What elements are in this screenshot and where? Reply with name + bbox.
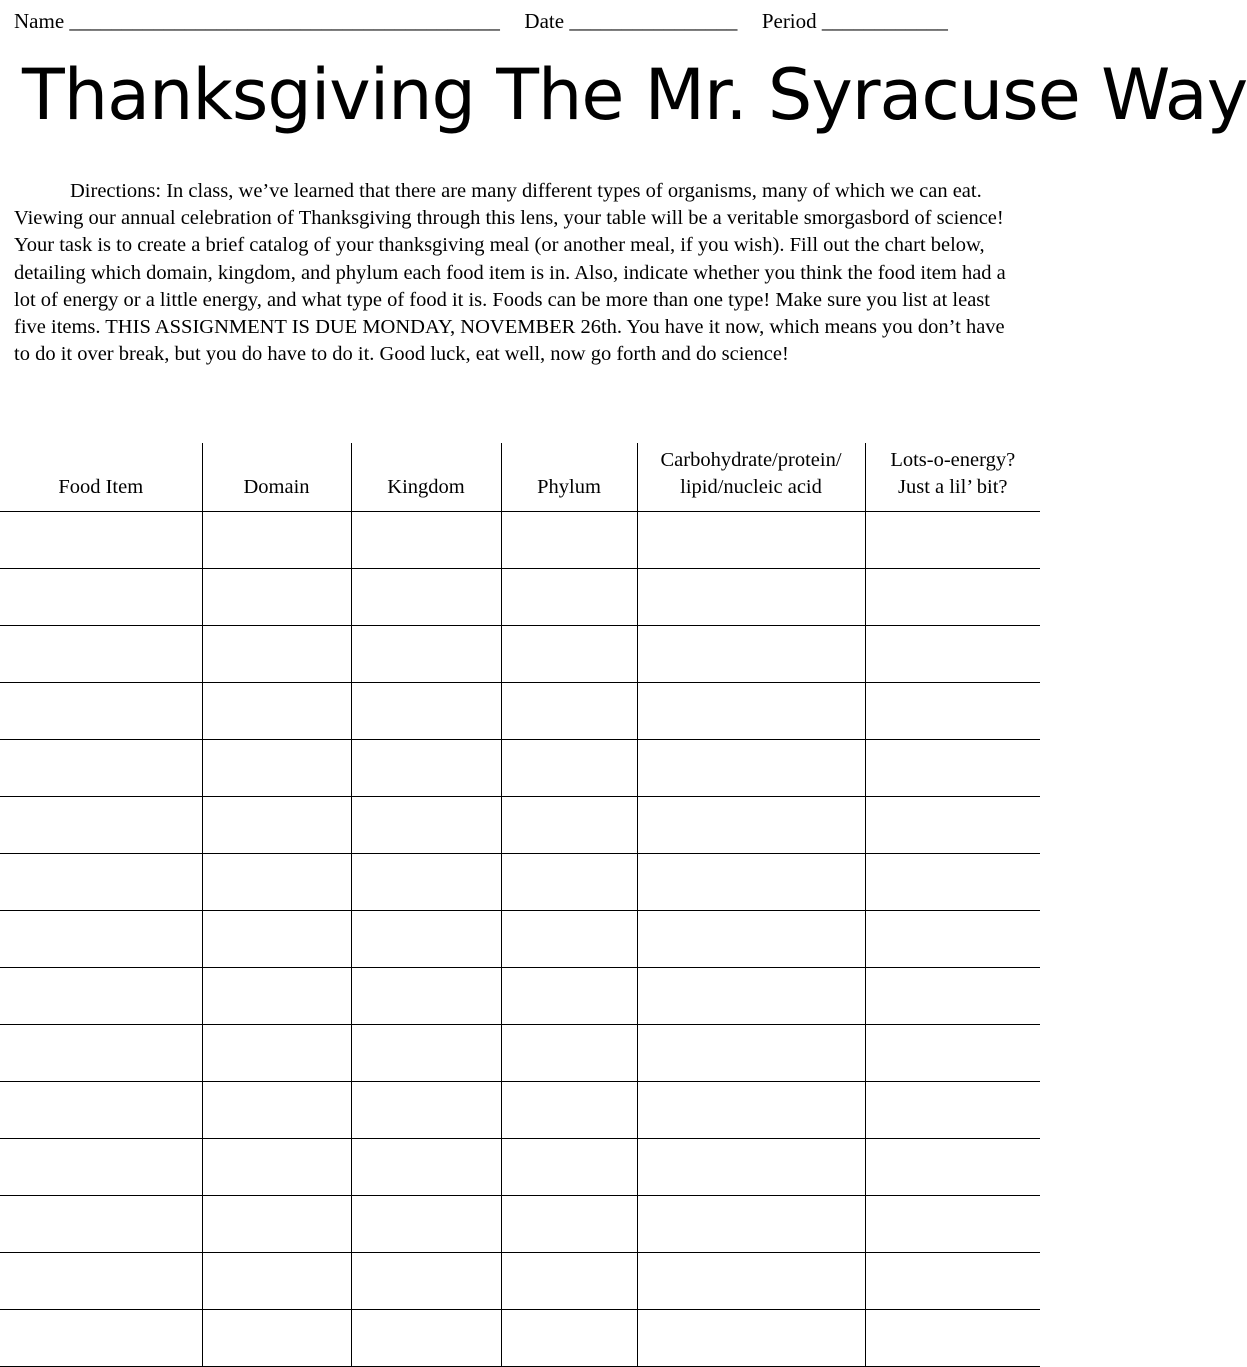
table-cell[interactable]: [865, 1252, 1040, 1309]
table-header-row: [0, 443, 1040, 511]
table-cell[interactable]: [637, 625, 865, 682]
table-cell[interactable]: [865, 511, 1040, 568]
table-cell[interactable]: [202, 1081, 351, 1138]
table-cell[interactable]: [637, 967, 865, 1024]
table-cell[interactable]: [202, 1138, 351, 1195]
table-row: [0, 1138, 1040, 1195]
table-cell[interactable]: [202, 739, 351, 796]
table-cell[interactable]: [865, 1024, 1040, 1081]
table-cell[interactable]: [865, 853, 1040, 910]
food-catalog-table: [0, 443, 1040, 1367]
table-cell[interactable]: [501, 1309, 637, 1366]
table-cell[interactable]: [637, 682, 865, 739]
table-row: [0, 1252, 1040, 1309]
table-cell[interactable]: [351, 511, 501, 568]
table-cell[interactable]: [501, 511, 637, 568]
col-kingdom: Kingdom: [351, 443, 501, 511]
table-cell[interactable]: [501, 853, 637, 910]
table-cell[interactable]: [501, 1138, 637, 1195]
table-cell[interactable]: [637, 1252, 865, 1309]
table-cell[interactable]: [0, 625, 202, 682]
name-blank[interactable]: _________________________________________: [69, 9, 500, 33]
table-cell[interactable]: [637, 1195, 865, 1252]
table-cell[interactable]: [0, 682, 202, 739]
col-macromolecule: Carbohydrate/protein/ lipid/nucleic acid: [637, 443, 865, 511]
table-row: [0, 682, 1040, 739]
table-cell[interactable]: [202, 1309, 351, 1366]
col-phylum: Phylum: [501, 443, 637, 511]
table-cell[interactable]: [0, 1309, 202, 1366]
table-cell[interactable]: [865, 682, 1040, 739]
table-cell[interactable]: [637, 511, 865, 568]
table-cell[interactable]: [501, 1024, 637, 1081]
table-cell[interactable]: [865, 1309, 1040, 1366]
table-cell[interactable]: [501, 739, 637, 796]
table-cell[interactable]: [202, 853, 351, 910]
table-cell[interactable]: [351, 1309, 501, 1366]
directions-text: Directions: In class, we’ve learned that there are many different types of organisms, many of which we can eat. Viewing our annual celebration of Thanksgiving through this lens, your table will be a veritable smorgasbord of science! Your task is to create a brief catalog of your thanksgiving meal (or another meal, if you wish). Fill out the chart below, detailing which domain, kingdom, and phylum each food item is in. Also, indicate whether you think the food item had a lot of energy or a little energy, and what type of food it is. Foods can be more than one type! Make sure you list at least five items. THIS ASSIGNMENT IS DUE MONDAY, NOVEMBER 26th. You have it now, which means you don’t have to do it over break, but you do have to do it. Good luck, eat well, now go forth and do science!: [14, 180, 1006, 366]
title-area: [0, 40, 1247, 150]
table-cell[interactable]: [0, 1252, 202, 1309]
table-cell[interactable]: [0, 739, 202, 796]
table-cell[interactable]: [865, 568, 1040, 625]
table-cell[interactable]: [202, 910, 351, 967]
table-row: [0, 853, 1040, 910]
page-title: Thanksgiving The Mr. Syracuse Way: [22, 54, 1247, 136]
table-cell[interactable]: [0, 1024, 202, 1081]
col-energy: Lots-o-energy? Just a lil’ bit?: [865, 443, 1040, 511]
table-cell[interactable]: [637, 853, 865, 910]
table-cell[interactable]: [351, 967, 501, 1024]
table-cell[interactable]: [637, 1309, 865, 1366]
table-cell[interactable]: [202, 1024, 351, 1081]
table-cell[interactable]: [351, 910, 501, 967]
table-row: [0, 1024, 1040, 1081]
table-cell[interactable]: [0, 853, 202, 910]
table-cell[interactable]: [637, 568, 865, 625]
table-cell[interactable]: [351, 1195, 501, 1252]
table-cell[interactable]: [0, 796, 202, 853]
table-cell[interactable]: [0, 568, 202, 625]
table-cell[interactable]: [637, 1081, 865, 1138]
table-cell[interactable]: [637, 1024, 865, 1081]
table-cell[interactable]: [0, 1138, 202, 1195]
table-cell[interactable]: [0, 967, 202, 1024]
table-cell[interactable]: [351, 853, 501, 910]
table-cell[interactable]: [351, 625, 501, 682]
table-cell[interactable]: [865, 739, 1040, 796]
table-cell[interactable]: [865, 1138, 1040, 1195]
table-cell[interactable]: [501, 910, 637, 967]
date-blank[interactable]: ________________: [569, 9, 738, 33]
table-cell[interactable]: [351, 568, 501, 625]
col-food-item: Food Item: [0, 443, 202, 511]
table-cell[interactable]: [351, 1024, 501, 1081]
table-cell[interactable]: [351, 1252, 501, 1309]
header-fields: [14, 8, 1014, 34]
table-cell[interactable]: [637, 796, 865, 853]
table-cell[interactable]: [202, 625, 351, 682]
table-row: [0, 1309, 1040, 1366]
table-cell[interactable]: [202, 682, 351, 739]
table-cell[interactable]: [351, 682, 501, 739]
table-cell[interactable]: [865, 796, 1040, 853]
table-cell[interactable]: [501, 1081, 637, 1138]
table-cell[interactable]: [0, 910, 202, 967]
table-cell[interactable]: [202, 568, 351, 625]
name-label: Name: [14, 9, 65, 33]
table-cell[interactable]: [501, 796, 637, 853]
period-blank[interactable]: ____________: [821, 9, 948, 33]
table-cell[interactable]: [501, 967, 637, 1024]
table-row: [0, 739, 1040, 796]
table-cell[interactable]: [0, 1195, 202, 1252]
table-cell[interactable]: [865, 1195, 1040, 1252]
table-row: [0, 568, 1040, 625]
table-cell[interactable]: [351, 1081, 501, 1138]
table-cell[interactable]: [202, 1252, 351, 1309]
table-row: [0, 910, 1040, 967]
table-cell[interactable]: [501, 568, 637, 625]
table-cell[interactable]: [865, 910, 1040, 967]
table-cell[interactable]: [501, 682, 637, 739]
table-row: [0, 1195, 1040, 1252]
table-cell[interactable]: [501, 625, 637, 682]
table-cell[interactable]: [865, 1081, 1040, 1138]
table-cell[interactable]: [637, 739, 865, 796]
table-row: [0, 511, 1040, 568]
table-cell[interactable]: [202, 1195, 351, 1252]
table-cell[interactable]: [501, 1252, 637, 1309]
table-cell[interactable]: [501, 1195, 637, 1252]
table-cell[interactable]: [351, 1138, 501, 1195]
food-catalog-table-wrap: [0, 443, 1024, 1365]
table-cell[interactable]: [202, 511, 351, 568]
table-cell[interactable]: [637, 1138, 865, 1195]
table-cell[interactable]: [865, 625, 1040, 682]
table-cell[interactable]: [351, 739, 501, 796]
date-label: Date: [524, 9, 565, 33]
col-domain: Domain: [202, 443, 351, 511]
table-cell[interactable]: [351, 796, 501, 853]
table-cell[interactable]: [865, 967, 1040, 1024]
table-row: [0, 796, 1040, 853]
table-cell[interactable]: [0, 511, 202, 568]
table-cell[interactable]: [202, 796, 351, 853]
table-cell[interactable]: [637, 910, 865, 967]
table-row: [0, 967, 1040, 1024]
table-cell[interactable]: [202, 967, 351, 1024]
table-cell[interactable]: [0, 1081, 202, 1138]
table-row: [0, 1081, 1040, 1138]
table-row: [0, 625, 1040, 682]
period-label: Period: [761, 9, 817, 33]
